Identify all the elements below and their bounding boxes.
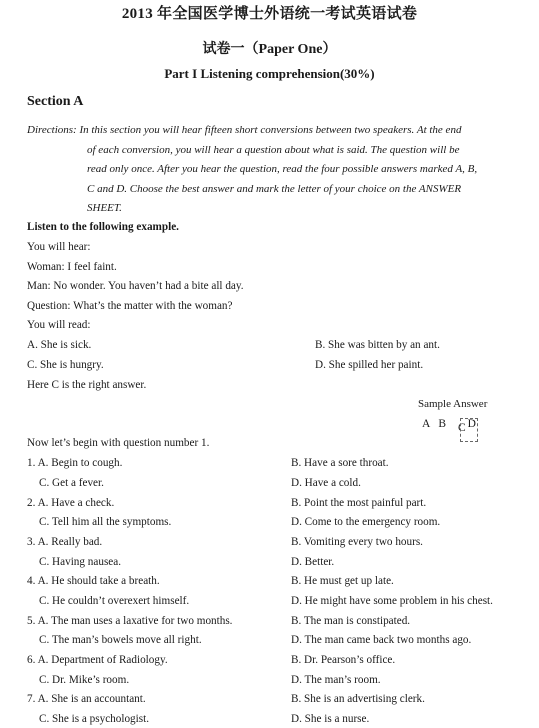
question-1-option-a: 1. A. Begin to cough. [27, 457, 123, 469]
question-2-option-c: C. Tell him all the symptoms. [39, 516, 172, 528]
question-4-option-b: B. He must get up late. [291, 575, 394, 587]
question-5-option-c: C. The man’s bowels move all right. [39, 634, 202, 646]
example-option-a: A. She is sick. [27, 339, 92, 351]
sample-option-d: D [467, 418, 476, 430]
question-3-option-d: D. Better. [291, 556, 335, 568]
sample-option-a: A [422, 418, 431, 430]
question-5-option-b: B. The man is constipated. [291, 615, 411, 627]
question-3-option-a: 3. A. Really bad. [27, 536, 103, 548]
question-6-option-b: B. Dr. Pearson’s office. [291, 654, 396, 666]
example-option-d: D. She spilled her paint. [315, 359, 424, 371]
directions-label: Directions: [27, 124, 77, 136]
example-answer-note: Here C is the right answer. [27, 379, 147, 391]
question-1-option-d: D. Have a cold. [291, 477, 361, 489]
question-7-option-d: D. She is a nurse. [291, 713, 370, 725]
paper-subtitle: 试卷一（Paper One） [202, 42, 337, 57]
directions-line-2: of each conversion, you will hear a question about what is said. The question will be [87, 143, 460, 156]
begin-line: Now let’s begin with question number 1. [27, 437, 210, 449]
sample-answer-label: Sample Answer [418, 398, 488, 410]
directions-block [27, 121, 517, 219]
question-4-option-d: D. He might have some problem in his chest. [291, 595, 493, 607]
question-3-option-c: C. Having nausea. [39, 556, 122, 568]
example-line: You will hear: [27, 241, 91, 253]
question-6-option-c: C. Dr. Mike’s room. [39, 674, 130, 686]
exam-title: 2013 年全国医学博士外语统一考试英语试卷 [121, 6, 418, 22]
section-heading: Section A [27, 94, 84, 109]
sample-answer-mark-box [457, 418, 478, 442]
sample-option-b: B [438, 418, 446, 430]
question-4-option-c: C. He couldn’t overexert himself. [39, 595, 190, 607]
example-option-b: B. She was bitten by an ant. [315, 339, 440, 351]
directions-line-4: C and D. Choose the best answer and mark the letter of your choice on the ANSWER [87, 182, 462, 195]
example-heading: Listen to the following example. [27, 221, 179, 233]
example-line: Man: No wonder. You haven’t had a bite all day. [27, 280, 244, 292]
question-5-option-a: 5. A. The man uses a laxative for two months. [27, 615, 233, 627]
example-line: You will read: [27, 319, 91, 331]
question-1-option-b: B. Have a sore throat. [291, 457, 389, 469]
question-7-option-b: B. She is an advertising clerk. [291, 693, 425, 705]
question-1-option-c: C. Get a fever. [39, 477, 104, 489]
question-4-option-a: 4. A. He should take a breath. [27, 575, 160, 587]
directions-line-5: SHEET. [87, 202, 122, 214]
question-3-option-b: B. Vomiting every two hours. [291, 536, 423, 548]
question-2-option-d: D. Come to the emergency room. [291, 516, 441, 528]
question-2-option-a: 2. A. Have a check. [27, 497, 115, 509]
sample-option-c: C [457, 422, 466, 434]
question-7-option-c: C. She is a psychologist. [39, 713, 150, 725]
example-option-c: C. She is hungry. [27, 359, 104, 371]
part-heading: Part I Listening comprehension(30%) [164, 66, 375, 81]
question-7-option-a: 7. A. She is an accountant. [27, 693, 146, 705]
directions-line-1: Directions: In this section you will hear fifteen short conversions between two speakers. At the end [27, 124, 462, 136]
directions-line-3: read only once. After you hear the question, read the four possible answers marked A, B, [87, 163, 478, 175]
question-5-option-d: D. The man came back two months ago. [291, 634, 472, 646]
question-2-option-b: B. Point the most painful part. [291, 497, 427, 509]
example-line: Woman: I feel faint. [27, 261, 117, 273]
question-6-option-a: 6. A. Department of Radiology. [27, 654, 168, 666]
example-line: Question: What’s the matter with the woman? [27, 300, 233, 312]
question-6-option-d: D. The man’s room. [291, 674, 381, 686]
